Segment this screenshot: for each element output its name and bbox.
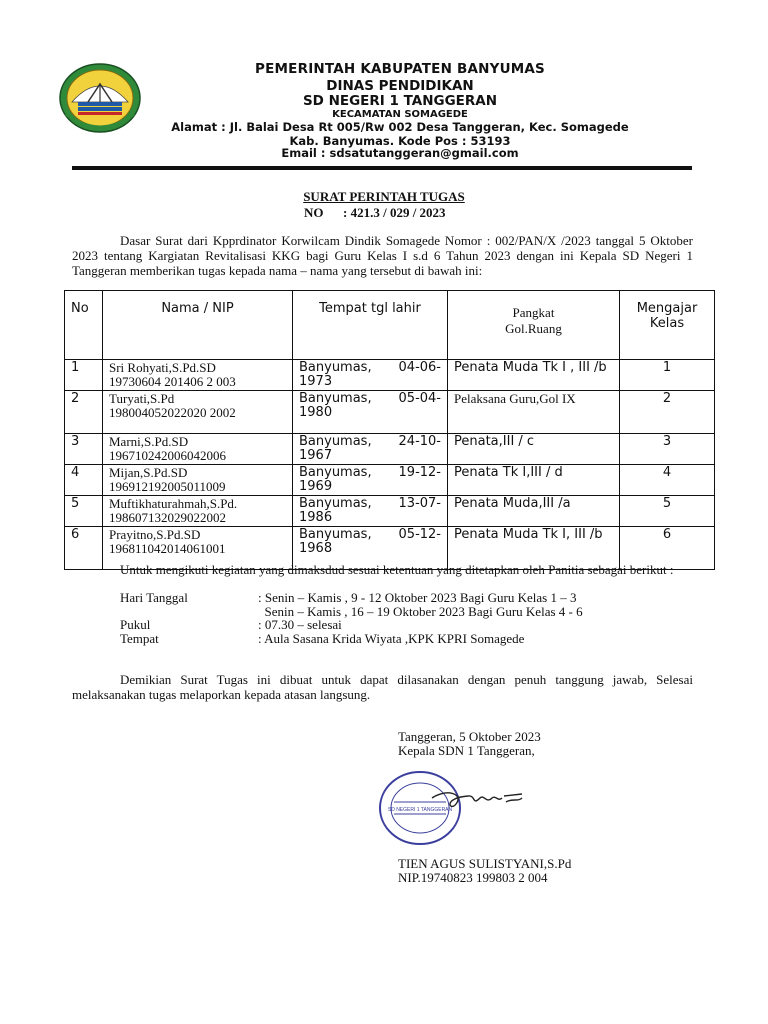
- col-header-no: No: [65, 291, 103, 360]
- teacher-nip: 196912192005011009: [109, 479, 226, 494]
- cell-birth: Banyumas, 19-12-1969: [293, 465, 448, 496]
- teacher-name: Mijan,S.Pd.SD: [109, 465, 188, 480]
- date-value-2: Senin – Kamis , 16 – 19 Oktober 2023 Bagi Guru Kelas 4 - 6: [258, 604, 583, 619]
- cell-nama: [103, 434, 293, 465]
- cell-nama: [103, 391, 293, 434]
- col-header-pangkat: [448, 291, 620, 360]
- teacher-nip: 196710242006042006: [109, 448, 226, 463]
- time-label: Pukul: [120, 617, 151, 632]
- cell-birth: Banyumas, 13-07-1986: [293, 496, 448, 527]
- header-address: Alamat : Jl. Balai Desa Rt 005/Rw 002 Desa Tanggeran, Kec. Somagede: [171, 120, 629, 134]
- col-header-kelas-line2: Kelas: [649, 316, 685, 331]
- activity-paragraph: Untuk mengikuti kegiatan yang dimaksdud sesuai ketentuan yang ditetapkan oleh Panitia sebagai berikut :: [120, 562, 674, 577]
- teacher-nip: 19730604 201406 2 003: [109, 374, 236, 389]
- header-email: Email : sdsatutanggeran@gmail.com: [281, 146, 519, 160]
- table-row: [65, 496, 715, 527]
- cell-class: 4: [620, 465, 715, 496]
- school-stamp-signature: [372, 768, 532, 852]
- cell-no: 5: [65, 496, 103, 527]
- date-label: Hari Tanggal: [120, 590, 188, 605]
- document-title: SURAT PERINTAH TUGAS: [303, 189, 465, 204]
- table-header-row: [65, 291, 715, 360]
- teacher-name: Marni,S.Pd.SD: [109, 434, 189, 449]
- cell-nama: [103, 360, 293, 391]
- teacher-name: Muftikhaturahmah,S.Pd.: [109, 496, 238, 511]
- col-header-tempat: Tempat tgl lahir: [293, 291, 448, 360]
- table-row: [65, 434, 715, 465]
- teacher-nip: 196811042014061001: [109, 541, 226, 556]
- col-header-nama: Nama / NIP: [103, 291, 293, 360]
- cell-no: 6: [65, 527, 103, 570]
- cell-rank: Penata Tk I,III / d: [448, 465, 620, 496]
- teacher-nip: 198607132029022002: [109, 510, 226, 525]
- cell-no: 1: [65, 360, 103, 391]
- date-value-1: : Senin – Kamis , 9 - 12 Oktober 2023 Bagi Guru Kelas 1 – 3: [258, 590, 577, 605]
- venue-value: : Aula Sasana Krida Wiyata ,KPK KPRI Somagede: [258, 631, 525, 646]
- cell-birth: Banyumas, 04-06-1973: [293, 360, 448, 391]
- cell-class: 6: [620, 527, 715, 570]
- cell-birth: Banyumas, 05-04-1980: [293, 391, 448, 434]
- assignment-table: [64, 290, 715, 570]
- col-header-kelas: [620, 291, 715, 360]
- stamp-text: SD NEGERI 1 TANGGERAN: [387, 807, 453, 813]
- cell-rank: Pelaksana Guru,Gol IX: [448, 391, 620, 434]
- cell-no: 4: [65, 465, 103, 496]
- cell-class: 3: [620, 434, 715, 465]
- signatory-nip: NIP.19740823 199803 2 004: [398, 870, 548, 885]
- cell-no: 2: [65, 391, 103, 434]
- table-row: [65, 465, 715, 496]
- cell-nama: [103, 496, 293, 527]
- teacher-name: Turyati,S.Pd: [109, 391, 175, 406]
- closing-paragraph: Demikian Surat Tugas ini dibuat untuk dapat dilasanakan dengan penuh tanggung jawab, Selesai melaksanakan tugas melaporkan kepada atasan langsung.: [72, 672, 693, 702]
- table-row: [65, 360, 715, 391]
- venue-label: Tempat: [120, 631, 159, 646]
- cell-rank: Penata Muda Tk I , III /b: [448, 360, 620, 391]
- header-school: SD NEGERI 1 TANGGERAN: [302, 93, 498, 109]
- header-agency: DINAS PENDIDIKAN: [326, 78, 474, 94]
- cell-no: 3: [65, 434, 103, 465]
- table-row: [65, 391, 715, 434]
- signatory-name: TIEN AGUS SULISTYANI,S.Pd: [398, 856, 572, 871]
- cell-birth: Banyumas, 05-12-1968: [293, 527, 448, 570]
- cell-class: 2: [620, 391, 715, 434]
- cell-nama: [103, 465, 293, 496]
- cell-class: 1: [620, 360, 715, 391]
- letterhead-rule: [72, 166, 692, 170]
- teacher-name: Sri Rohyati,S.Pd.SD: [109, 360, 216, 375]
- intro-paragraph: Dasar Surat dari Kpprdinator Korwilcam Dindik Somagede Nomor : 002/PAN/X /2023 tanggal 5 Oktober 2023 tentang Kargiatan Revitalisasi KKG bagi Guru Kelas I s.d 6 Tahun 2023 dengan ini Kepala SD Negeri 1 Tanggeran memberikan tugas kepada nama – nama yang tersebut di bawah ini:: [72, 233, 693, 278]
- cell-class: 5: [620, 496, 715, 527]
- teacher-name: Prayitno,S.Pd.SD: [109, 527, 201, 542]
- signature-place-date: Tanggeran, 5 Oktober 2023: [398, 729, 541, 744]
- cell-rank: Penata Muda,III /a: [448, 496, 620, 527]
- time-value: : 07.30 – selesai: [258, 617, 342, 632]
- document-number: NO : 421.3 / 029 / 2023: [304, 205, 446, 220]
- cell-rank: Penata,III / c: [448, 434, 620, 465]
- header-city: Kab. Banyumas. Kode Pos : 53193: [289, 134, 511, 148]
- col-header-kelas-line1: Mengajar: [636, 301, 698, 316]
- cell-birth: Banyumas, 24-10-1967: [293, 434, 448, 465]
- header-district: KECAMATAN SOMAGEDE: [332, 109, 468, 120]
- header-government: PEMERINTAH KABUPATEN BANYUMAS: [255, 61, 545, 77]
- cell-rank: Penata Muda Tk I, III /b: [448, 527, 620, 570]
- teacher-nip: 198004052022020 2002: [109, 405, 236, 420]
- col-header-pangkat-line1: Pangkat: [512, 305, 555, 320]
- col-header-pangkat-line2: Gol.Ruang: [505, 321, 562, 336]
- signature-position: Kepala SDN 1 Tanggeran,: [398, 743, 535, 758]
